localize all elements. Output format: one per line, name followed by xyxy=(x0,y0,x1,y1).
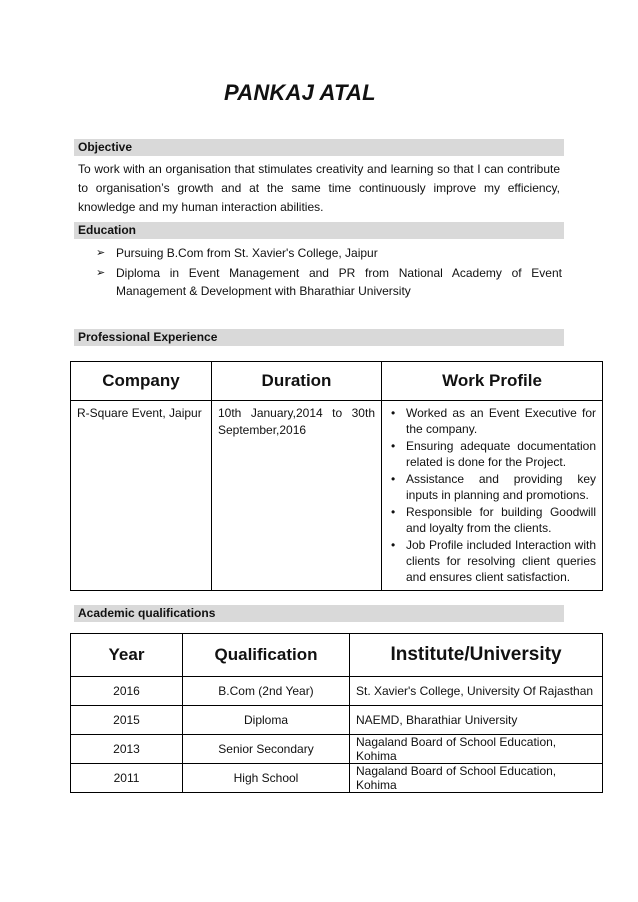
academic-table xyxy=(70,633,603,793)
column-header: Duration xyxy=(212,362,382,401)
table-header-row xyxy=(71,362,603,401)
list-item xyxy=(388,504,596,536)
objective-heading: Objective xyxy=(74,139,564,156)
education-list xyxy=(78,244,562,302)
profile-text: Responsible for building Goodwill and loyalty from the clients. xyxy=(406,505,596,535)
institute-cell: NAEMD, Bharathiar University xyxy=(350,706,603,735)
work-profile-cell xyxy=(382,401,603,591)
year-cell: 2016 xyxy=(71,677,183,706)
duration-cell: 10th January,2014 to 30th September,2016 xyxy=(212,401,382,591)
experience-heading: Professional Experience xyxy=(74,329,564,346)
qualification-cell: Diploma xyxy=(183,706,350,735)
table-row xyxy=(71,735,603,764)
profile-text: Job Profile included Interaction with clients for resolving client queries and ensures client satisfaction. xyxy=(406,538,596,584)
education-item-text: Diploma in Event Management and PR from National Academy of Event Management & Development with Bharathiar University xyxy=(116,266,562,298)
year-cell: 2013 xyxy=(71,735,183,764)
column-header: Work Profile xyxy=(382,362,603,401)
table-row xyxy=(71,764,603,793)
academic-heading: Academic qualifications xyxy=(74,605,564,622)
arrow-bullet-icon: ➢ xyxy=(96,267,106,279)
qualification-cell: B.Com (2nd Year) xyxy=(183,677,350,706)
institute-cell: Nagaland Board of School Education, Kohima xyxy=(350,735,603,764)
qualification-cell: High School xyxy=(183,764,350,793)
list-item xyxy=(388,537,596,585)
year-cell: 2011 xyxy=(71,764,183,793)
profile-text: Assistance and providing key inputs in planning and promotions. xyxy=(406,472,596,502)
qualification-cell: Senior Secondary xyxy=(183,735,350,764)
dot-bullet-icon: • xyxy=(391,406,396,420)
table-row xyxy=(71,401,603,591)
list-item xyxy=(388,438,596,470)
education-heading: Education xyxy=(74,222,564,239)
dot-bullet-icon: • xyxy=(391,439,396,453)
table-row xyxy=(71,706,603,735)
institute-cell: St. Xavier's College, University Of Rajasthan xyxy=(350,677,603,706)
list-item xyxy=(78,264,562,300)
profile-text: Worked as an Event Executive for the company. xyxy=(406,406,596,436)
table-header-row xyxy=(71,634,603,677)
column-header: Institute/University xyxy=(350,634,603,677)
dot-bullet-icon: • xyxy=(391,538,396,552)
list-item xyxy=(388,471,596,503)
column-header: Qualification xyxy=(183,634,350,677)
page-title: PANKAJ ATAL xyxy=(224,80,376,105)
dot-bullet-icon: • xyxy=(391,505,396,519)
table-row xyxy=(71,677,603,706)
profile-text: Ensuring adequate documentation related is done for the Project. xyxy=(406,439,596,469)
year-cell: 2015 xyxy=(71,706,183,735)
list-item xyxy=(388,405,596,437)
dot-bullet-icon: • xyxy=(391,472,396,486)
column-header: Company xyxy=(71,362,212,401)
experience-table xyxy=(70,361,603,591)
column-header: Year xyxy=(71,634,183,677)
arrow-bullet-icon: ➢ xyxy=(96,247,106,259)
education-item-text: Pursuing B.Com from St. Xavier's College, Jaipur xyxy=(116,246,378,260)
list-item xyxy=(78,244,562,262)
company-cell: R-Square Event, Jaipur xyxy=(71,401,212,591)
objective-text: To work with an organisation that stimulates creativity and learning so that I can contribute to organisation’s growth and at the same time continuously improve my efficiency, knowledge and my human interaction abilities. xyxy=(78,162,560,214)
institute-cell: Nagaland Board of School Education, Kohima xyxy=(350,764,603,793)
